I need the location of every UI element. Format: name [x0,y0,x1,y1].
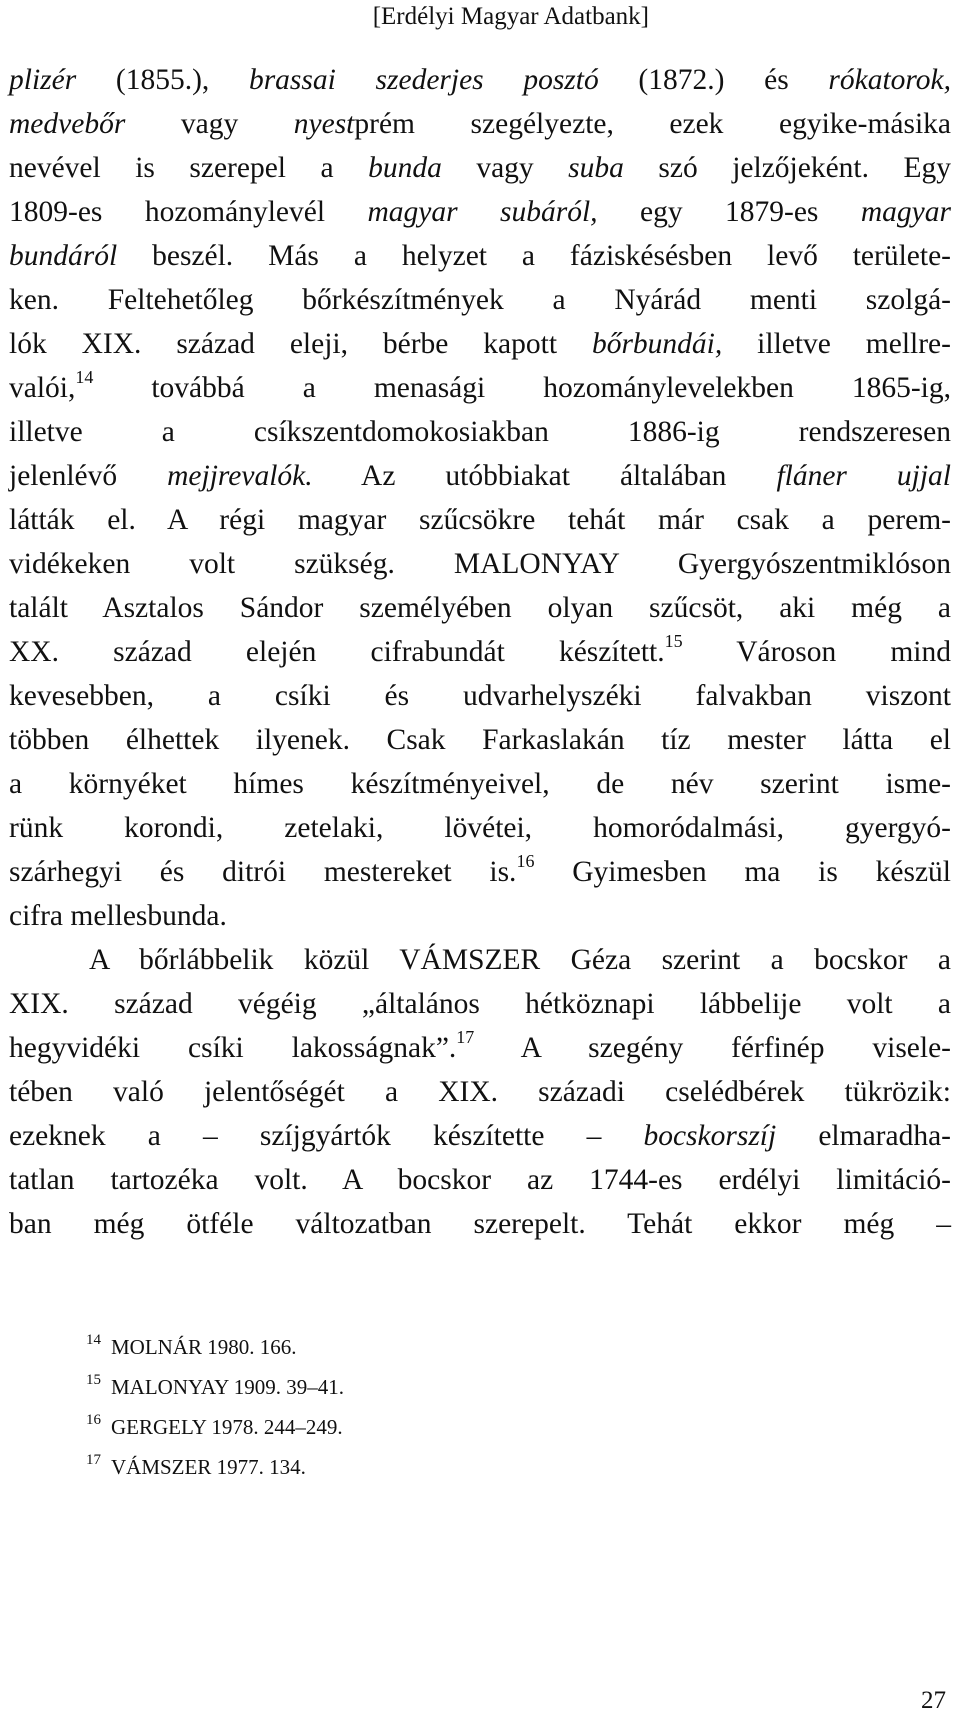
footnote: $^{17}$ VÁMSZER 1977. 134. [86,1452,306,1479]
footnote-ref: 17 [456,1027,475,1047]
footnote: $^{15}$ MALONYAY 1909. 39–41. [86,1372,344,1399]
body-line: a környéket hímes készítményeivel, de név szerint isme- [9,768,951,800]
body-line: cifra mellesbunda. [9,900,227,932]
body-line: 1809-es hozománylevél magyar subáról, egy 1879-es magyar [9,196,951,228]
body-line: tében való jelentőségét a XIX. századi cselédbérek tükrözik: [9,1076,951,1108]
body-line: hegyvidéki csíki lakosságnak”.$^{17}$ A szegény férfinép visele- [9,1027,952,1064]
body-line: lók XIX. század eleji, bérbe kapott bőrbundái, illetve mellre- [9,328,951,360]
footnote-ref: 16 [516,851,535,871]
page-header: [Erdélyi Magyar Adatbank] [372,3,649,30]
body-line: szárhegyi és ditrói mestereket is.$^{16}$ Gyimesben ma is készül [9,851,951,888]
body-line: vidékeken volt szükség. MALONYAY Gyergyószentmiklóson [9,548,951,580]
body-line: rünk korondi, zetelaki, lövétei, homoródalmási, gyergyó- [9,812,951,844]
footnote-ref: 14 [75,367,94,387]
body-line: plizér (1855.), brassai szederjes posztó (1872.) és rókatorok, [9,64,951,96]
body-line: XX. század elején cifrabundát készített.$^{15}$ Városon mind [9,631,951,668]
body-line: kevesebben, a csíki és udvarhelyszéki falvakban viszont [9,680,951,712]
body-line: illetve a csíkszentdomokosiakban 1886-ig rendszeresen [9,416,951,448]
page-number: 27 [921,1687,946,1714]
footnote-ref: 15 [664,631,683,651]
body-line: jelenlévő mejjrevalók. Az utóbbiakat általában fláner ujjal [9,460,951,492]
body-line: többen élhettek ilyenek. Csak Farkaslakán tíz mester látta el [9,724,951,756]
body-line: talált Asztalos Sándor személyében olyan szűcsöt, aki még a [9,592,951,624]
body-line: ken. Feltehetőleg bőrkészítmények a Nyárád menti szolgá- [9,284,951,316]
body-line: medvebőr vagy nyestprém szegélyezte, ezek egyike-másika [9,108,951,140]
body-line: látták el. A régi magyar szűcsökre tehát már csak a perem- [9,504,951,536]
body-line: valói,$^{14}$ továbbá a menasági hozománylevelekben 1865-ig, [9,367,951,404]
body-line: bundáról beszél. Más a helyzet a fáziskésésben levő területe- [9,240,951,272]
body-line: XIX. század végéig „általános hétköznapi lábbelije volt a [9,988,951,1020]
body-line: ban még ötféle változatban szerepelt. Tehát ekkor még – [9,1208,951,1240]
body-line: A bőrlábbelik közül VÁMSZER Géza szerint a bocskor a [89,944,951,976]
body-line: tatlan tartozéka volt. A bocskor az 1744-es erdélyi limitáció- [9,1164,951,1196]
footnote: $^{14}$ MOLNÁR 1980. 166. [86,1332,297,1359]
footnote: $^{16}$ GERGELY 1978. 244–249. [86,1412,343,1439]
body-line: nevével is szerepel a bunda vagy suba szó jelzőjeként. Egy [9,152,952,184]
body-line: ezeknek a – szíjgyártók készítette – bocskorszíj elmaradha- [9,1120,951,1152]
